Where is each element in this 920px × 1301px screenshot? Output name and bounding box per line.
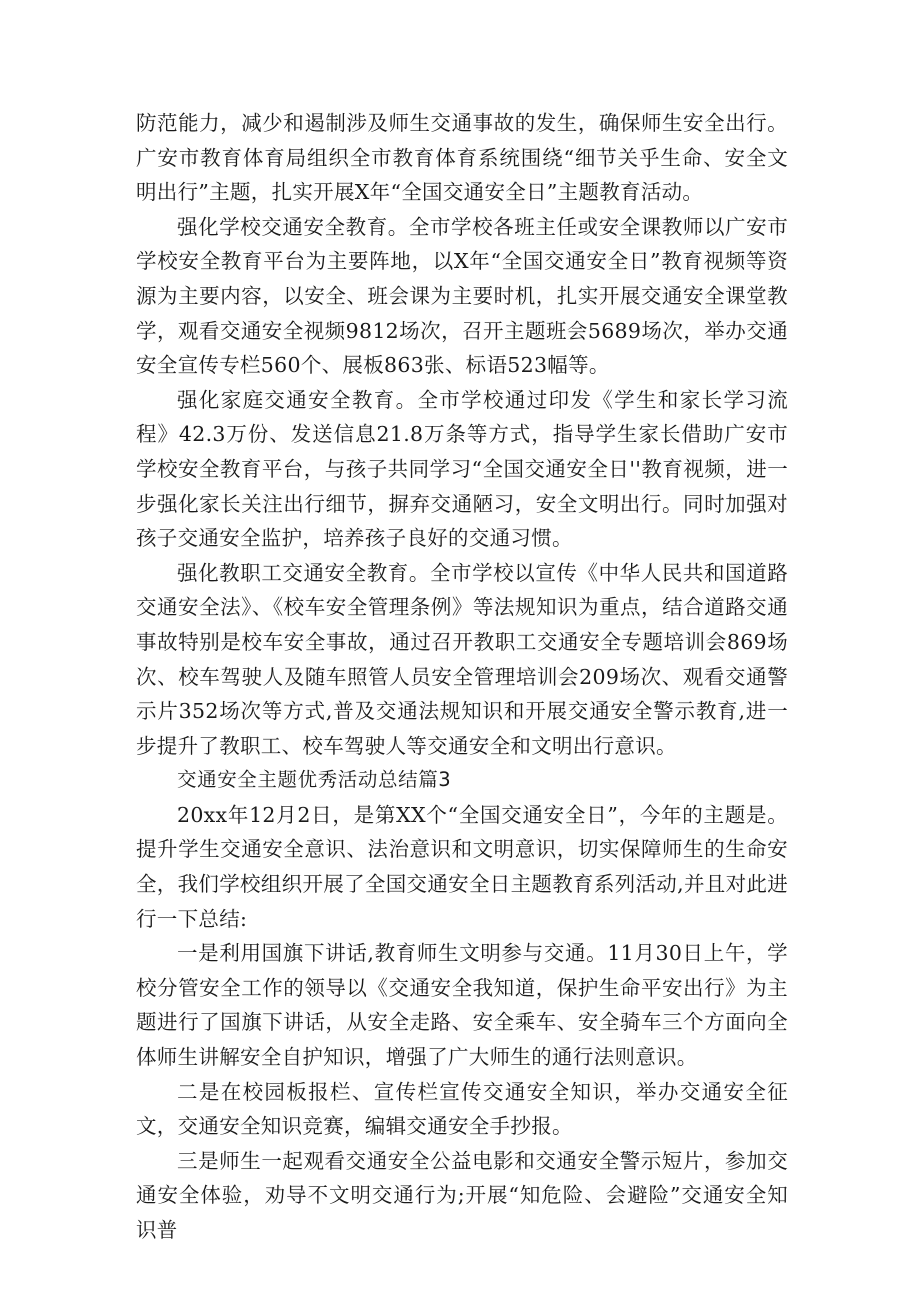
document-body: [136, 106, 788, 1248]
section-heading: 交通安全主题优秀活动总结篇3: [177, 768, 452, 792]
paragraph-school-education: 强化学校交通安全教育。全市学校各班主任或安全课教师以广安市学校安全教育平台为主要阵地，以X年“全国交通安全日”教育视频等资源为主要内容，以安全、班会课为主要时机，扎实开展交通安全课堂教学，观看交通安全视频9812场次，召开主题班会5689场次，举办交通安全宣传专栏560个、展板863张、标语523幅等。: [136, 214, 788, 378]
paragraph-intro: 20xx年12月2日，是第XX个“全国交通安全日”，今年的主题是。提升学生交通安全意识、法治意识和文明意识，切实保障师生的生命安全，我们学校组织开展了全国交通安全日主题教育系列活动,并且对此进行一下总结:: [136, 802, 788, 931]
paragraph-item-one: 一是利用国旗下讲话,教育师生文明参与交通。11月30日上午，学校分管安全工作的领导以《交通安全我知道，保护生命平安出行》为主题进行了国旗下讲话，从安全走路、安全乘车、安全骑车三个方面向全体师生讲解安全自护知识，增强了广大师生的通行法则意识。: [136, 941, 788, 1070]
paragraph-item-two: 二是在校园板报栏、宣传栏宣传交通安全知识，举办交通安全征文，交通安全知识竞赛，编辑交通安全手抄报。: [136, 1079, 788, 1139]
paragraph-staff-education: 强化教职工交通安全教育。全市学校以宣传《中华人民共和国道路交通安全法》、《校车安全管理条例》等法规知识为重点，结合道路交通事故特别是校车安全事故，通过召开教职工交通安全专题培训会869场次、校车驾驶人及随车照管人员安全管理培训会209场次、观看交通警示片352场次等方式,普及交通法规知识和开展交通安全警示教育,进一步提升了教职工、校车驾驶人等交通安全和文明出行意识。: [136, 560, 788, 758]
paragraph-item-three: 三是师生一起观看交通安全公益电影和交通安全警示短片，参加交通安全体验，劝导不文明交通行为;开展“知危险、会避险”交通安全知识普: [136, 1148, 788, 1242]
paragraph-family-education: 强化家庭交通安全教育。全市学校通过印发《学生和家长学习流程》42.3万份、发送信息21.8万条等方式，指导学生家长借助广安市学校安全教育平台，与孩子共同学习“全国交通安全日''教育视频，进一步强化家长关注出行细节，摒弃交通陋习，安全文明出行。同时加强对孩子交通安全监护，培养孩子良好的交通习惯。: [136, 387, 788, 551]
paragraph-continuation: 防范能力，减少和遏制涉及师生交通事故的发生，确保师生安全出行。广安市教育体育局组织全市教育体育系统围绕“细节关乎生命、安全文明出行”主题，扎实开展X年“全国交通安全日”主题教育活动。: [136, 111, 788, 205]
